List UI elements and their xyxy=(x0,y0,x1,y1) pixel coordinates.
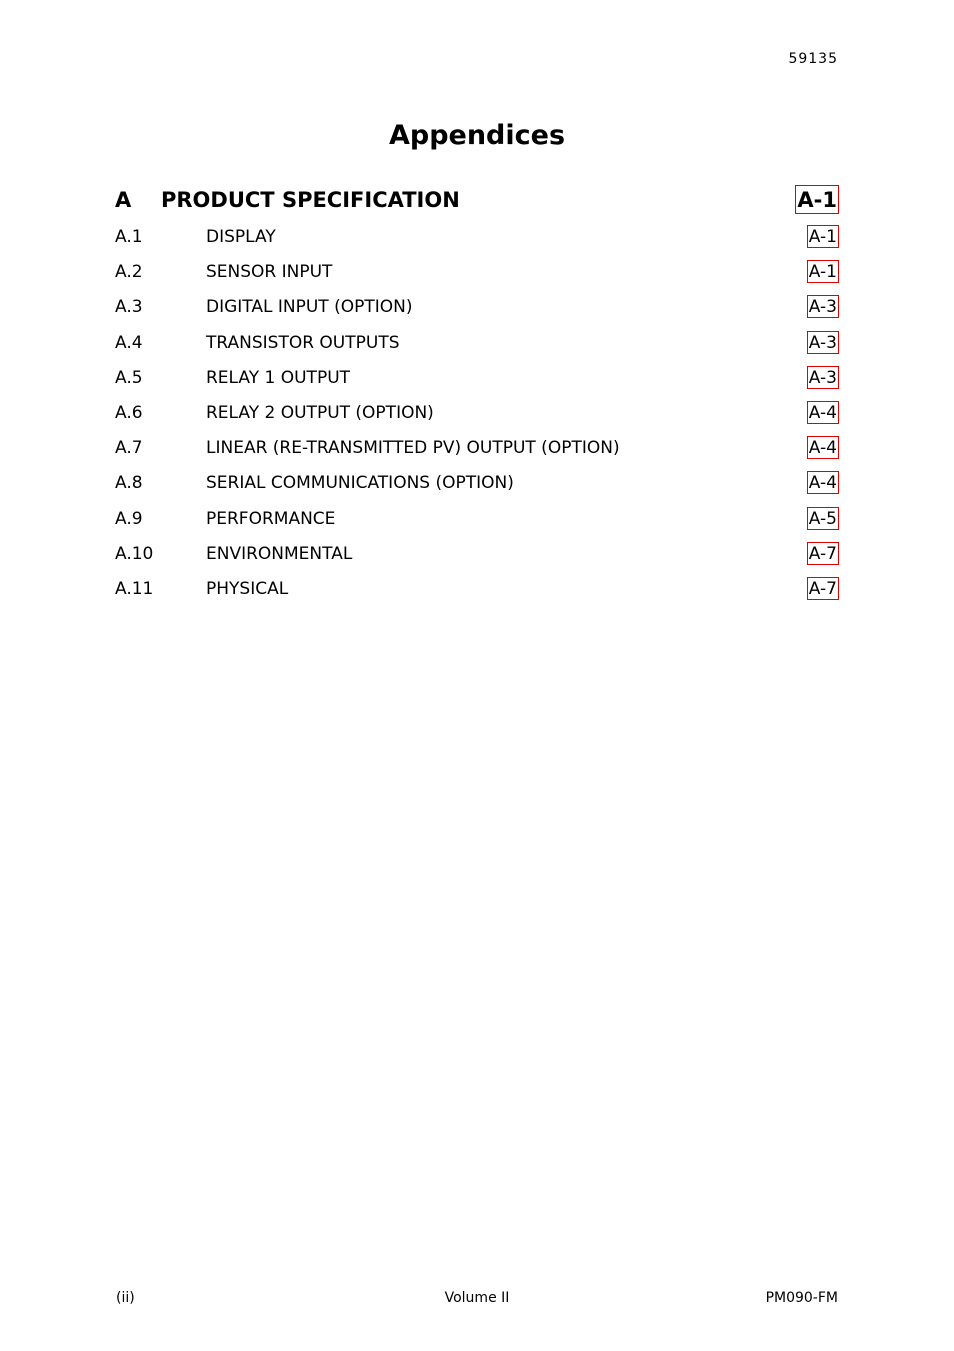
toc-entry-number: A.11 xyxy=(115,578,154,599)
toc-entry-page-link[interactable]: A-1 xyxy=(808,227,837,247)
toc-entry-title: DISPLAY xyxy=(206,227,276,247)
toc-entry-title: SENSOR INPUT xyxy=(206,262,333,283)
toc-entry-title: RELAY 2 OUTPUT (OPTION) xyxy=(206,402,434,423)
toc-entry xyxy=(115,328,839,363)
toc-entry-page-link[interactable]: A-3 xyxy=(808,332,837,353)
toc-entry-number: A.6 xyxy=(115,402,143,423)
toc-entry-page-link[interactable]: A-7 xyxy=(808,578,837,599)
section-page-link[interactable]: A-1 xyxy=(795,185,839,214)
toc-entry-number: A.9 xyxy=(115,508,143,529)
toc-entry xyxy=(115,539,839,574)
toc-entry-number: A.7 xyxy=(115,438,143,459)
toc-entry-title: RELAY 1 OUTPUT xyxy=(206,367,351,388)
toc-entry-number: A.8 xyxy=(115,473,143,494)
toc-entry xyxy=(115,468,839,503)
toc-entry xyxy=(115,398,839,433)
section-heading xyxy=(115,185,839,217)
toc-entry-number: A.2 xyxy=(115,262,143,283)
toc-entry xyxy=(115,504,839,539)
section-title: PRODUCT SPECIFICATION xyxy=(161,188,460,212)
toc-entry-page-link[interactable]: A-4 xyxy=(808,438,837,459)
toc-entry-number: A.5 xyxy=(115,367,143,388)
toc-entry-page-link[interactable]: A-5 xyxy=(808,508,837,529)
toc-entry-number: A.3 xyxy=(115,297,143,318)
toc-entry-title: SERIAL COMMUNICATIONS (OPTION) xyxy=(206,473,514,494)
toc-entry xyxy=(115,433,839,468)
toc-entry-page-link[interactable]: A-3 xyxy=(808,367,837,388)
footer-doc-code: PM090-FM xyxy=(765,1290,838,1306)
toc-entry-page-link[interactable]: A-7 xyxy=(808,543,837,564)
document-number: 59135 xyxy=(788,51,838,67)
toc-entry-page-link[interactable]: A-1 xyxy=(808,262,837,283)
toc-entry-title: DIGITAL INPUT (OPTION) xyxy=(206,297,413,318)
toc-entry-title: LINEAR (RE-TRANSMITTED PV) OUTPUT (OPTION) xyxy=(206,438,620,459)
footer-page-number: (ii) xyxy=(116,1290,135,1306)
toc-entry-title: TRANSISTOR OUTPUTS xyxy=(206,332,400,353)
toc-entry-number: A.1 xyxy=(115,227,143,247)
toc-entry-number: A.4 xyxy=(115,332,143,353)
toc-entry-page-link[interactable]: A-4 xyxy=(808,473,837,494)
toc-entry xyxy=(115,222,839,257)
toc-entry-title: PERFORMANCE xyxy=(206,508,336,529)
toc-entry-page-link[interactable]: A-4 xyxy=(808,402,837,423)
toc-entry xyxy=(115,363,839,398)
toc-list xyxy=(115,222,839,609)
toc-entry xyxy=(115,574,839,609)
toc-entry-title: ENVIRONMENTAL xyxy=(206,543,353,564)
toc-entry-number: A.10 xyxy=(115,543,154,564)
section-letter: A xyxy=(115,188,132,212)
footer-volume: Volume II xyxy=(444,1290,510,1306)
page-title: Appendices xyxy=(388,120,566,151)
toc-entry xyxy=(115,257,839,292)
toc-entry-page-link[interactable]: A-3 xyxy=(808,297,837,318)
toc-entry xyxy=(115,292,839,327)
toc-entry-title: PHYSICAL xyxy=(206,578,289,599)
